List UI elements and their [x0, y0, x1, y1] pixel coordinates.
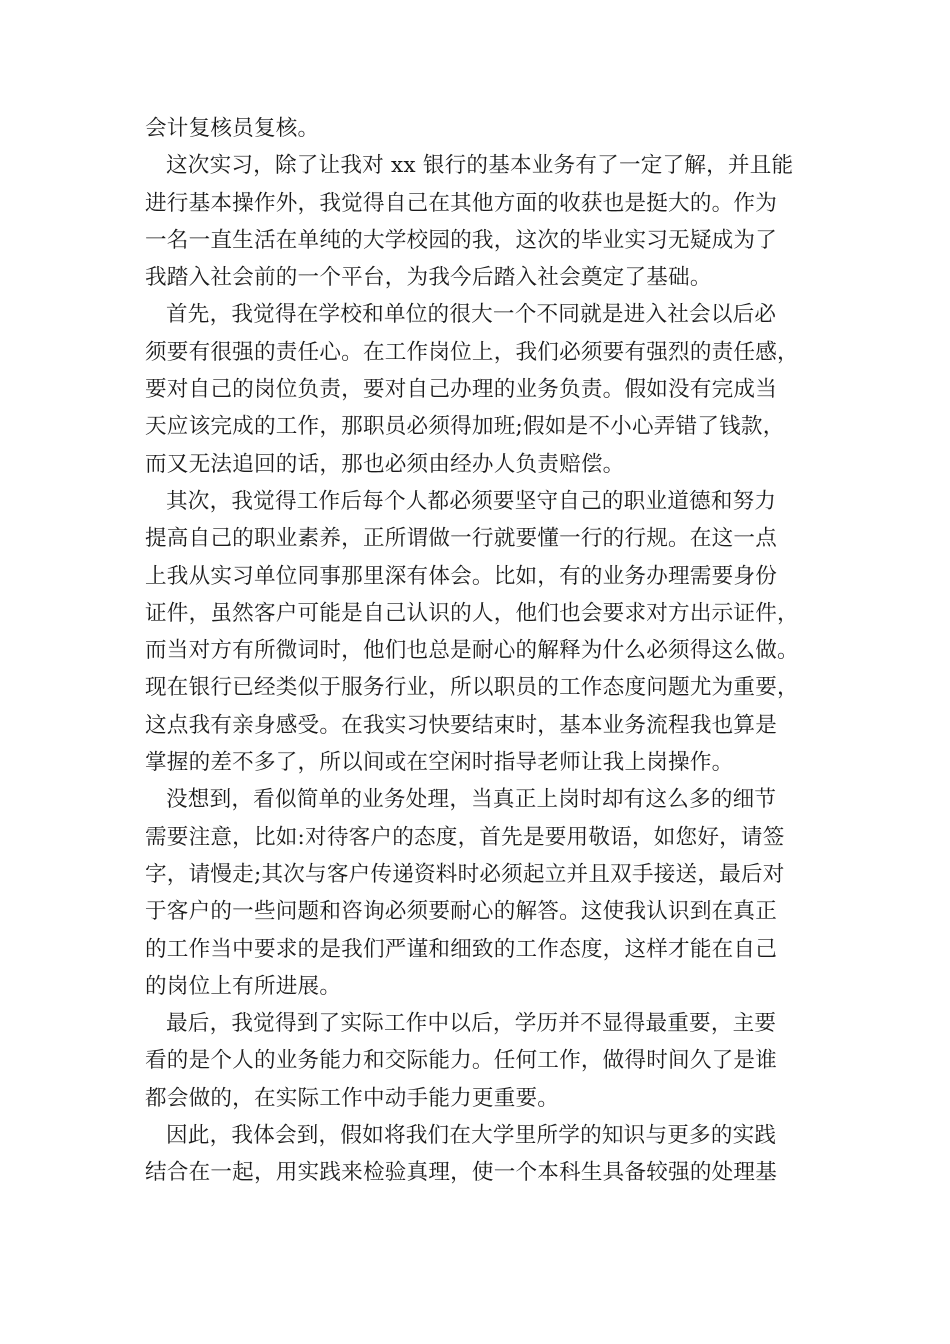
text-line: 看的是个人的业务能力和交际能力。任何工作，做得时间久了是谁 [145, 1048, 778, 1074]
text-line: 一名一直生活在单纯的大学校园的我，这次的毕业实习无疑成为了 [145, 227, 778, 253]
text-line: 没想到，看似简单的业务处理，当真正上岗时却有这么多的细节 [166, 787, 777, 813]
text-line: 上我从实习单位同事那里深有体会。比如，有的业务办理需要身份 [145, 563, 778, 589]
text-line: 这点我有亲身感受。在我实习快要结束时，基本业务流程我也算是 [145, 712, 778, 738]
text-line: 结合在一起，用实践来检验真理，使一个本科生具备较强的处理基 [145, 1160, 778, 1186]
text-line: 其次，我觉得工作后每个人都必须要坚守自己的职业道德和努力 [166, 488, 777, 514]
text-line: 要对自己的岗位负责，要对自己办理的业务负责。假如没有完成当 [145, 377, 778, 403]
text-line: 天应该完成的工作，那职员必须得加班;假如是不小心弄错了钱款， [145, 414, 785, 440]
text-line: 最后，我觉得到了实际工作中以后，学历并不显得最重要，主要 [166, 1011, 777, 1037]
text-line: 都会做的，在实际工作中动手能力更重要。 [145, 1085, 560, 1111]
text-line: 首先，我觉得在学校和单位的很大一个不同就是进入社会以后必 [166, 302, 777, 328]
text-line: 的工作当中要求的是我们严谨和细致的工作态度，这样才能在自己 [145, 936, 778, 962]
text-line: 现在银行已经类似于服务行业，所以职员的工作态度问题尤为重要， [145, 675, 799, 701]
text-line: 字，请慢走;其次与客户传递资料时必须起立并且双手接送，最后对 [145, 861, 785, 887]
text-line: 而当对方有所微词时，他们也总是耐心的解释为什么必须得这么做。 [145, 638, 799, 664]
document-body [145, 110, 809, 1192]
text-line: 于客户的一些问题和咨询必须要耐心的解答。这使我认识到在真正 [145, 899, 778, 925]
text-line: 这次实习，除了让我对 xx 银行的基本业务有了一定了解，并且能 [166, 153, 794, 179]
text-line: 因此，我体会到，假如将我们在大学里所学的知识与更多的实践 [166, 1123, 777, 1149]
text-line: 进行基本操作外，我觉得自己在其他方面的收获也是挺大的。作为 [145, 190, 778, 216]
text-line: 需要注意，比如:对待客户的态度，首先是要用敬语，如您好，请签 [145, 824, 785, 850]
text-line: 证件，虽然客户可能是自己认识的人，他们也会要求对方出示证件， [145, 600, 799, 626]
text-line: 提高自己的职业素养，正所谓做一行就要懂一行的行规。在这一点 [145, 526, 778, 552]
text-line: 我踏入社会前的一个平台，为我今后踏入社会奠定了基础。 [145, 265, 712, 291]
text-line: 掌握的差不多了，所以间或在空闲时指导老师让我上岗操作。 [145, 750, 734, 776]
text-line: 会计复核员复核。 [145, 116, 320, 141]
text-line: 须要有很强的责任心。在工作岗位上，我们必须要有强烈的责任感， [145, 339, 799, 365]
text-line: 的岗位上有所进展。 [145, 973, 342, 999]
text-line: 而又无法追回的话，那也必须由经办人负责赔偿。 [145, 451, 625, 477]
